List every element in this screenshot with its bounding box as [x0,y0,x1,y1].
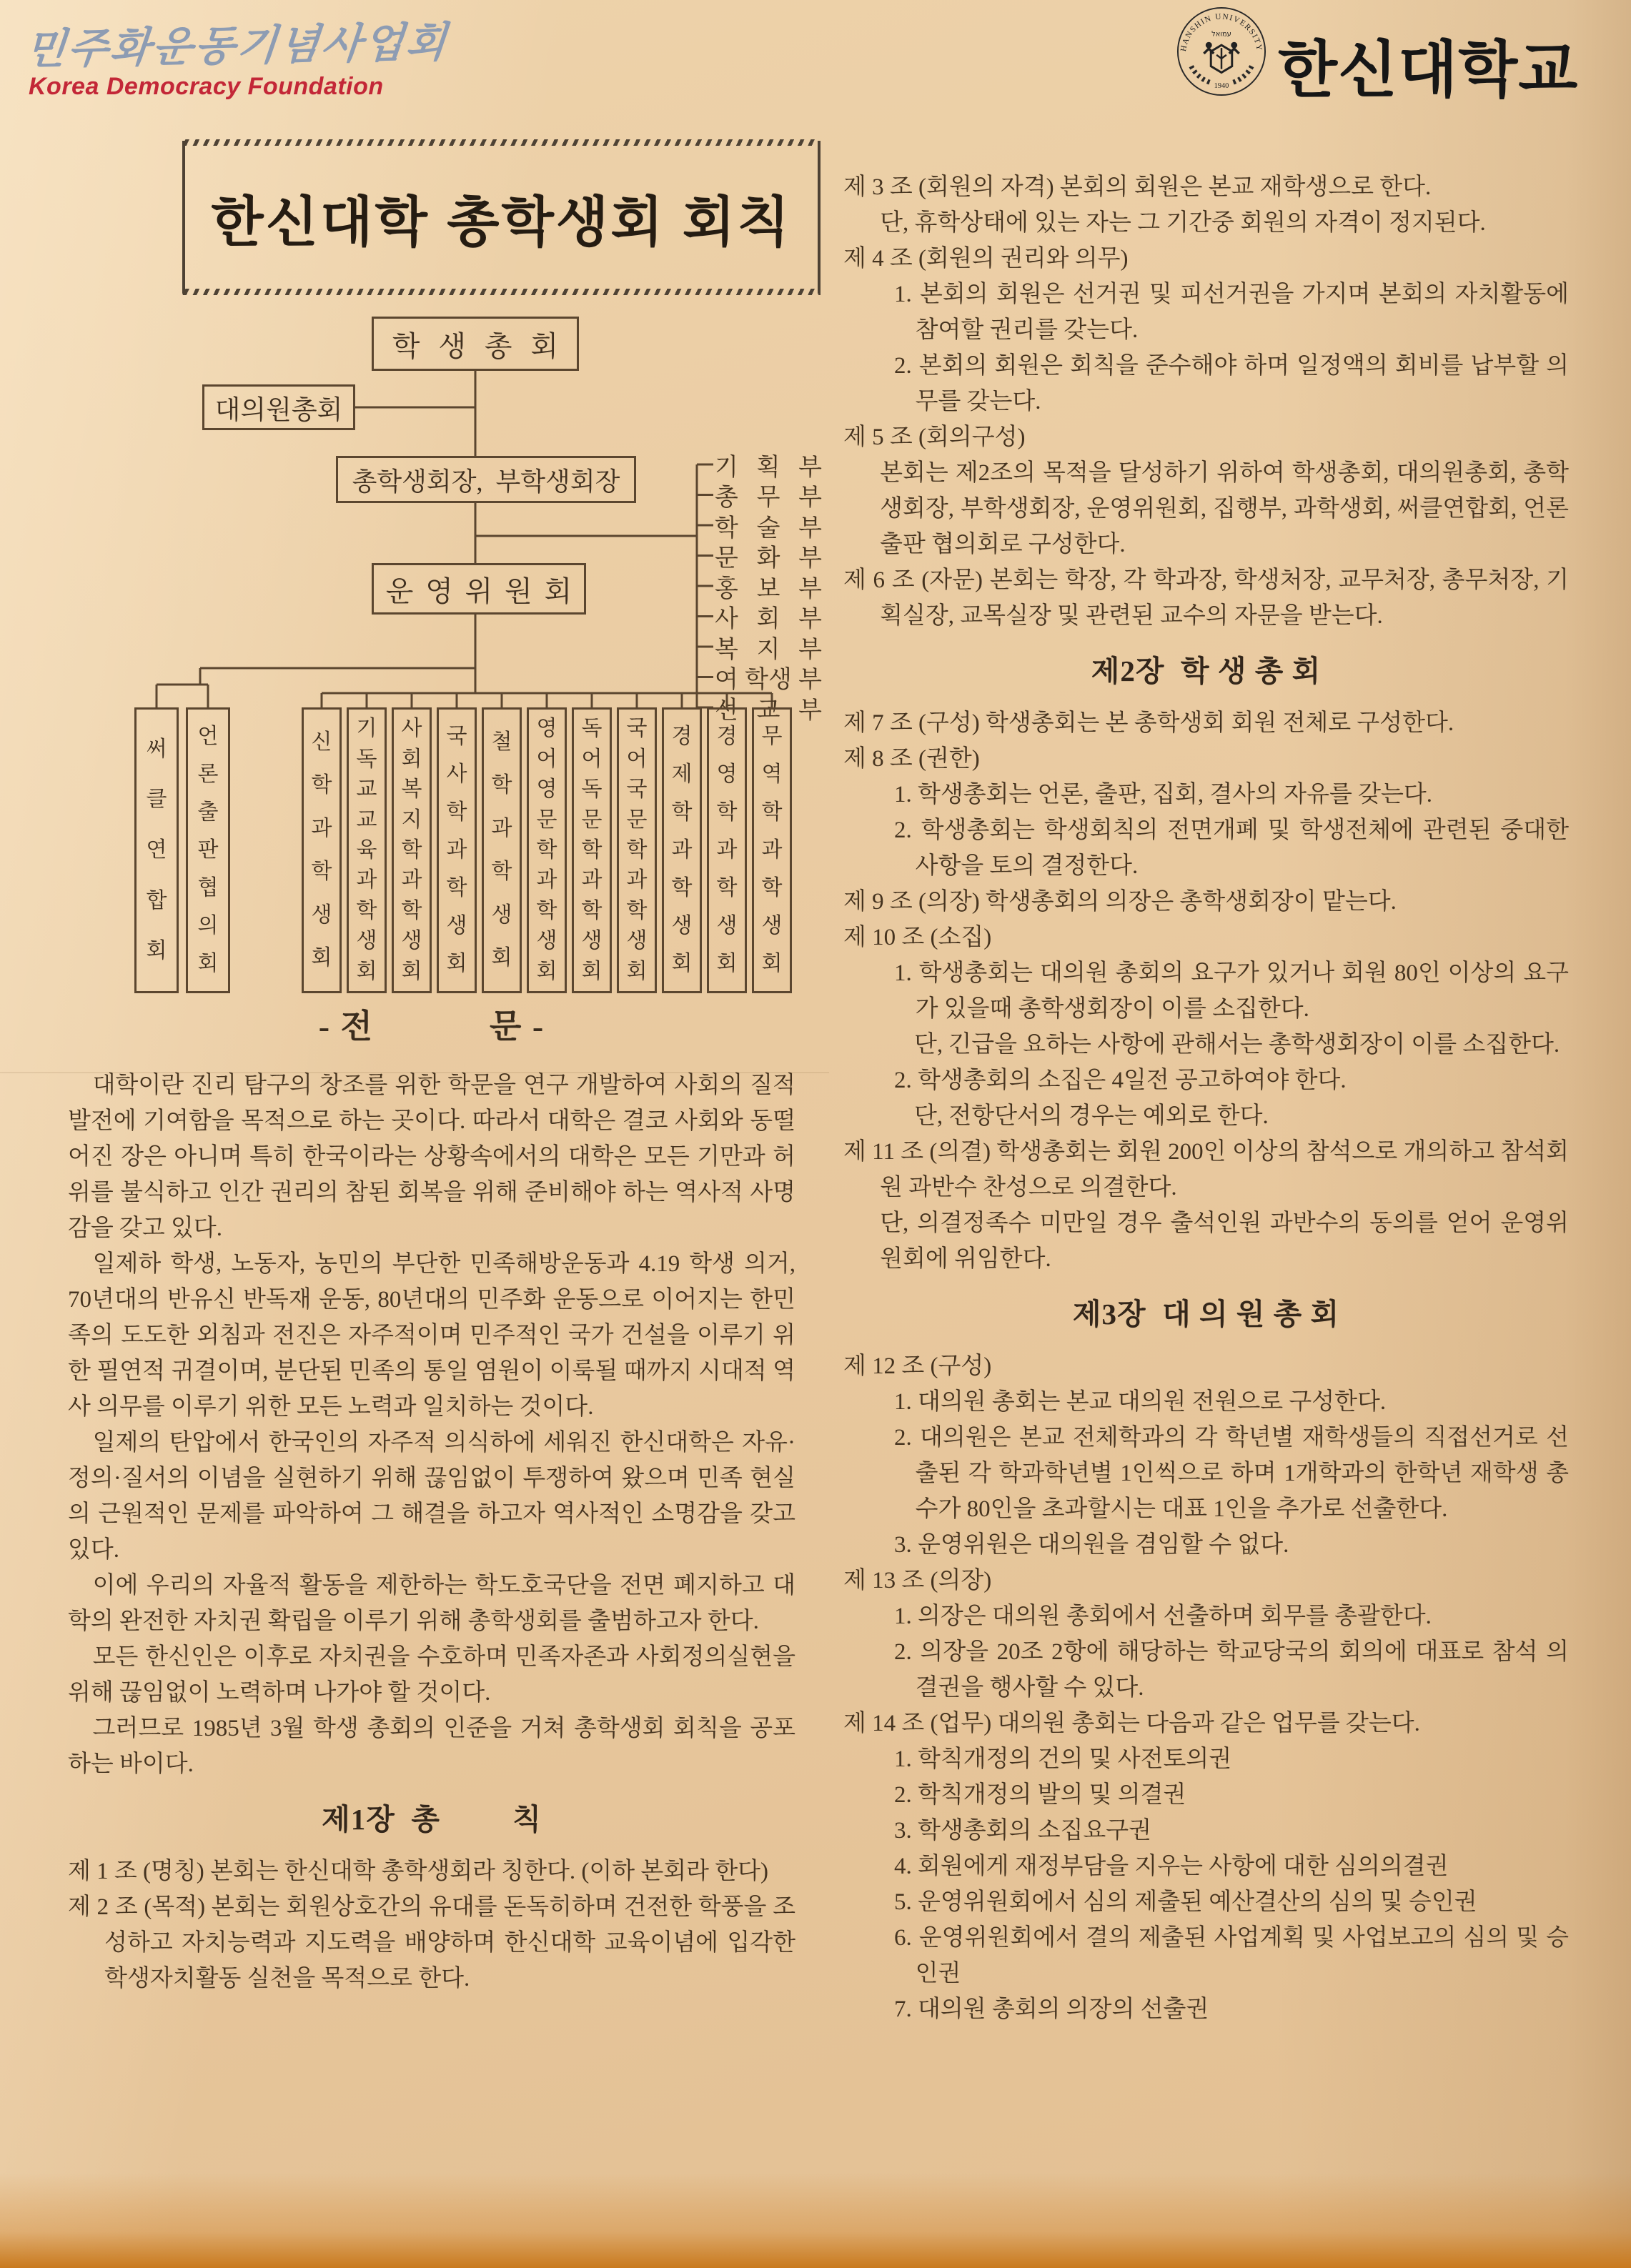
char: 학 [626,898,648,922]
kdf-english-logo: Korea Democracy Foundation [29,73,384,100]
char: 써 [146,737,167,761]
char: 무 [761,725,783,748]
char: 어 [581,747,603,771]
char: 부 [798,484,822,511]
article: 제 7 조 (구성) 학생총회는 본 총학생회 회원 전체로 구성한다. [843,710,1454,736]
char: 부 [798,545,822,572]
chart-box-dept-student-council [347,707,387,993]
article: 제 3 조 (회원의 자격) 본회의 회원은 본교 재학생으로 한다. [843,174,1432,200]
article-item: 2. 대의원은 본교 전체학과의 각 학년별 재학생들의 직접선거로 선출된 각 학과학년별 1인씩으로 하며 1개학과의 한학년 재학생 총수가 80인을 초과할시는 대표 1인을 추가로 선출한다. [893,1425,1569,1522]
chapter-heading: 제3장 대 의 원 총 회 [1072,1298,1340,1331]
char: 총 [484,329,512,362]
article-item: 3. 운영위원은 대의원을 겸임할 수 없다. [893,1532,1289,1558]
char: 국 [446,725,467,748]
char: 회 [446,952,467,975]
char: 회 [716,952,738,975]
char: 독 [581,777,603,802]
chart-box-delegate-assembly: 대의원총회 [202,384,355,430]
char: 언 [197,725,219,748]
char: 과 [626,868,648,892]
char: 사 [446,762,467,786]
article-item: 2. 본회의 회원은 회칙을 준수해야 하며 일정액의 회비를 납부할 의무를 갖는다. [893,353,1569,414]
char: 문 [581,807,603,832]
char: 신 [311,730,332,754]
char: 과 [761,838,783,862]
char: 학생 [745,667,792,693]
char: 학 [491,860,512,884]
article-paragraph: 본회는 제2조의 목적을 달성하기 위하여 학생총회, 대의원총회, 총학생회장, 부학생회장, 운영위원회, 집행부, 과학생회, 써클연합회, 언론출판 협의회로 구성한다. [880,460,1569,557]
preamble-paragraph: 대학이란 진리 탐구의 창조를 위한 학문을 연구 개발하여 사회의 질적 발전에 기여함을 목적으로 하는 곳이다. 따라서 대학은 결코 사회와 동떨어진 장은 아니며 특히 한국이라는 상황속에서의 대학은 모든 기만과 허위를 불식하고 인간 권리의 참된 회복을 위해 준비해야 하는 역사적 사명감을 갖고 있다. [68,1073,795,1241]
char: 교 [356,777,377,802]
char: 화 [756,545,780,572]
char: 회 [581,959,603,983]
chart-box-council [134,707,179,993]
seal-top-text: HANSHIN UNIVERSITY [1179,12,1264,52]
article-item: 3. 학생총회의 소집요구권 [893,1818,1151,1844]
char: 사 [401,717,422,741]
char: 제 [671,762,693,786]
chart-box-dept-student-council [752,707,792,993]
char: 생 [446,914,467,937]
char: 과 [491,816,512,840]
char: 회 [197,952,219,975]
chart-box-dept-student-council [482,707,522,993]
char: 총 [715,484,738,511]
article: 제 8 조 (권한) [843,746,980,772]
char: 영 [425,575,453,607]
char: 육 [356,837,377,862]
article: 제 12 조 (구성) [843,1353,992,1379]
article-item: 1. 학생총회는 대의원 총회의 요구가 있거나 회원 80인 이상의 요구가 있을때 총학생회장이 이를 소집한다. [893,960,1569,1022]
char: 회 [626,959,648,983]
article-item: 4. 회원에게 재정부담을 지우는 사항에 대한 심의의결권 [893,1854,1449,1879]
char: 학 [581,898,603,922]
document-title-box [182,141,821,294]
char: 어 [536,747,557,771]
kdf-korean-logo: 민주화운동기념사업회 [23,19,450,73]
char: 학 [581,837,603,862]
char: 획 [756,454,780,481]
char: 회 [146,939,167,963]
right-text-column [843,154,1569,2027]
char: 학 [401,898,422,922]
article-item: 2. 학생총회는 학생회칙의 전면개폐 및 학생전체에 관련된 중대한 사항을 토의 결정한다. [893,817,1569,879]
char: 부 [798,667,822,693]
article: 제 9 조 (의장) 학생총회의 의장은 총학생회장이 맡는다. [843,889,1397,915]
char: 회 [536,959,557,983]
article-note: 단, 의결정족수 미만일 경우 출석인원 과반수의 동의를 얻어 운영위원회에 위임한다. [880,1210,1569,1272]
preamble-paragraph: 모든 한신인은 이후로 자치권을 수호하며 민족자존과 사회정의실현을 위해 끊임없이 노력하며 나가야 할 것이다. [68,1644,795,1706]
char: 교 [356,807,377,832]
char: 회 [761,952,783,975]
chart-box-dept-student-council [707,707,747,993]
chart-box-dept-student-council [392,707,432,993]
char: 원 [505,575,532,607]
char: 여 [715,667,738,693]
preamble-paragraph: 이에 우리의 자율적 활동을 제한하는 학도호국단을 전면 폐지하고 대학의 완전한 자치권 확립을 이루기 위해 총학생회를 출범하고자 한다. [68,1573,795,1634]
chart-box-dept-student-council [617,707,657,993]
char: 과 [671,838,693,862]
char: 과 [536,868,557,892]
document-title: 한신대학 총학생회 회칙 [211,192,792,253]
article-item: 5. 운영위원회에서 심의 제출된 예산결산의 심의 및 승인권 [893,1889,1477,1915]
chapter-heading: 제1장 총 칙 [322,1803,542,1836]
char: 부 [798,636,822,663]
char: 과 [581,868,603,892]
char: 회 [544,575,572,607]
char: 학 [761,800,783,824]
char: 생 [356,929,377,953]
char: 생 [671,914,693,937]
char: 문 [536,807,557,832]
article: 제 4 조 (회원의 권리와 의무) [843,246,1129,272]
char: 생 [491,902,512,927]
article: 제 10 조 (소집) [843,925,992,950]
char: 사 [715,606,738,632]
char: 학 [671,876,693,900]
chart-box-dept-student-council [527,707,567,993]
article-item: 1. 본회의 회원은 선거권 및 피선거권을 가지며 본회의 자치활동에 참여할 권리를 갖는다. [893,282,1569,343]
seal-hebrew-script: עמואל [1211,30,1231,39]
char: 지 [756,636,780,663]
char: 영 [716,762,738,786]
char: 학 [536,837,557,862]
article: 제 14 조 (업무) 대의원 총회는 다음과 같은 업무를 갖는다. [843,1711,1420,1736]
char: 독 [356,747,377,771]
char: 학 [311,773,332,797]
university-name: 한신대학교 [1278,36,1579,104]
char: 독 [581,717,603,741]
char: 학 [491,773,512,797]
preamble-paragraph: 그러므로 1985년 3월 학생 총회의 인준을 거쳐 총학생회 회칙을 공포하는 바이다. [68,1716,795,1777]
article-note: 단, 휴학상태에 있는 자는 그 기간중 회원의 자격이 정지된다. [880,210,1486,236]
article: 제 13 조 (의장) [843,1568,992,1593]
char: 영 [536,777,557,802]
article-item: 6. 운영위원회에서 결의 제출된 사업계획 및 사업보고의 심의 및 승인권 [893,1925,1569,1986]
article-item: 1. 학칙개정의 건의 및 사전토의권 [893,1746,1232,1772]
char: 선 [715,697,738,724]
char: 기 [356,717,377,741]
chart-box-dept-student-council [437,707,477,993]
chart-department-label [715,632,822,662]
article-item: 7. 대의원 총회의 의장의 선출권 [893,1996,1209,2022]
org-chart [68,307,833,1008]
char: 합 [146,888,167,912]
char: 회 [401,959,422,983]
chart-box-student-general-assembly [372,317,579,371]
char: 학 [761,876,783,900]
chart-department-label [715,602,822,632]
chart-box-dept-student-council [572,707,612,993]
char: 운 [385,575,414,607]
char: 회 [530,329,559,362]
char: 생 [581,929,603,953]
chart-box-dept-student-council [302,707,342,993]
char: 학 [716,876,738,900]
char: 문 [626,807,648,832]
char: 과 [401,868,422,892]
char: 부 [798,454,822,481]
char: 생 [311,902,332,927]
char: 철 [491,730,512,754]
chart-department-label [715,571,822,601]
article-item: 2. 학칙개정의 발의 및 의결권 [893,1782,1186,1808]
char: 학 [536,898,557,922]
char: 회 [671,952,693,975]
char: 과 [716,838,738,862]
char: 지 [401,807,422,832]
char: 국 [626,717,648,741]
char: 과 [311,816,332,840]
preamble-paragraph: 일제하 학생, 노동자, 농민의 부단한 민족해방운동과 4.19 학생 의거, 70년대의 반유신 반독재 운동, 80년대의 민주화 운동으로 이어지는 한민족의 도도한 외침과 전진은 자주적이며 민주적인 국가 건설을 이루기 위한 필연적 귀결이며, 분단된 민족의 통일 염원이 이룩될 때까지 시대적 역사 의무를 이루기 위한 모든 노력과 일치하는 것이다. [68,1251,795,1420]
char: 위 [465,575,493,607]
char: 연 [146,837,167,862]
char: 부 [798,514,822,542]
article-item: 1. 학생총회는 언론, 출판, 집회, 결사의 자유를 갖는다. [893,782,1432,807]
article: 제 6 조 (자문) 본회는 학장, 각 학과장, 학생처장, 교무처장, 총무처장, 기획실장, 교목실장 및 관련된 교수의 자문을 받는다. [843,567,1569,629]
hanshin-university-seal-icon [1176,6,1267,97]
preamble-paragraph: 일제의 탄압에서 한국인의 자주적 의식하에 세워진 한신대학은 자유·정의·질서의 이념을 실현하기 위해 끊임없이 투쟁하여 왔으며 민족 현실의 근원적인 문제를 파악하여 그 해결을 하고자 역사적인 소명감을 갖고 있다. [68,1430,795,1563]
char: 클 [146,787,167,812]
char: 술 [756,514,780,542]
article: 제 1 조 (명칭) 본회는 한신대학 총학생회라 칭한다. (이하 본회라 한다) [68,1859,769,1884]
char: 학 [401,837,422,862]
article: 제 2 조 (목적) 본회는 회원상호간의 유대를 돈독히하며 건전한 학풍을 조성하고 자치능력과 지도력을 배양하며 한신대학 교육이념에 입각한 학생자치활동 실천을 목적으로 한다. [68,1894,795,1991]
char: 무 [756,484,780,511]
char: 회 [756,606,780,632]
chart-box-steering-committee [372,563,586,615]
char: 학 [671,800,693,824]
char: 생 [761,914,783,937]
char: 회 [311,946,332,970]
char: 경 [716,725,738,748]
char: 부 [798,575,822,602]
char: 교 [756,697,780,724]
char: 부 [798,697,822,724]
char: 학 [715,514,738,542]
char: 생 [438,329,467,362]
char: 문 [715,545,738,572]
article-item: 2. 의장을 20조 2항에 해당하는 학교당국의 회의에 대표로 참석 의결권을 행사할 수 있다. [893,1639,1569,1701]
chart-box-council [186,707,230,993]
chart-box-presidents: 총학생회장, 부학생회장 [336,456,636,503]
chart-box-dept-student-council [662,707,702,993]
chart-department-label [715,541,822,571]
article-item: 1. 대의원 총회는 본교 대의원 전원으로 구성한다. [893,1389,1387,1415]
char: 판 [197,838,219,862]
chapter-heading: 제2장 학 생 총 회 [1091,655,1322,687]
char: 출 [197,800,219,824]
char: 역 [761,762,783,786]
char: 의 [197,914,219,937]
char: 회 [491,946,512,970]
char: 경 [671,725,693,748]
char: 국 [626,777,648,802]
char: 학 [356,898,377,922]
char: 생 [716,914,738,937]
char: 협 [197,876,219,900]
left-text-column [68,1009,795,1996]
char: 홍 [715,575,738,602]
chart-department-label [715,662,822,692]
preamble-heading: - 전 문 - [318,1008,545,1045]
article-note: 단, 전항단서의 경우는 예외로 한다. [914,1103,1269,1129]
char: 생 [401,929,422,953]
article-item: 2. 학생총회의 소집은 4일전 공고하여야 한다. [893,1068,1347,1093]
char: 회 [356,959,377,983]
char: 학 [716,800,738,824]
char: 생 [626,929,648,953]
article: 제 11 조 (의결) 학생총회는 회원 200인 이상의 참석으로 개의하고 참석회원 과반수 찬성으로 의결한다. [843,1139,1569,1200]
char: 기 [715,454,738,481]
char: 학 [446,876,467,900]
chart-department-label [715,480,822,510]
char: 과 [446,838,467,862]
char: 학 [311,860,332,884]
char: 복 [715,636,738,663]
char: 복 [401,777,422,802]
char: 과 [356,868,377,892]
char: 부 [798,606,822,632]
seal-year: 1940 [1214,82,1229,91]
char: 학 [446,800,467,824]
char: 론 [197,762,219,786]
article-item: 1. 의장은 대의원 총회에서 선출하며 회무를 총괄한다. [893,1603,1432,1629]
article-note: 단, 긴급을 요하는 사항에 관해서는 총학생회장이 이를 소집한다. [914,1032,1560,1058]
chart-department-label [715,449,822,479]
char: 학 [626,837,648,862]
char: 회 [401,747,422,771]
char: 어 [626,747,648,771]
chart-department-label [715,510,822,540]
char: 생 [536,929,557,953]
char: 영 [536,717,557,741]
char: 학 [392,329,420,362]
article: 제 5 조 (회의구성) [843,424,1026,450]
char: 보 [756,575,780,602]
